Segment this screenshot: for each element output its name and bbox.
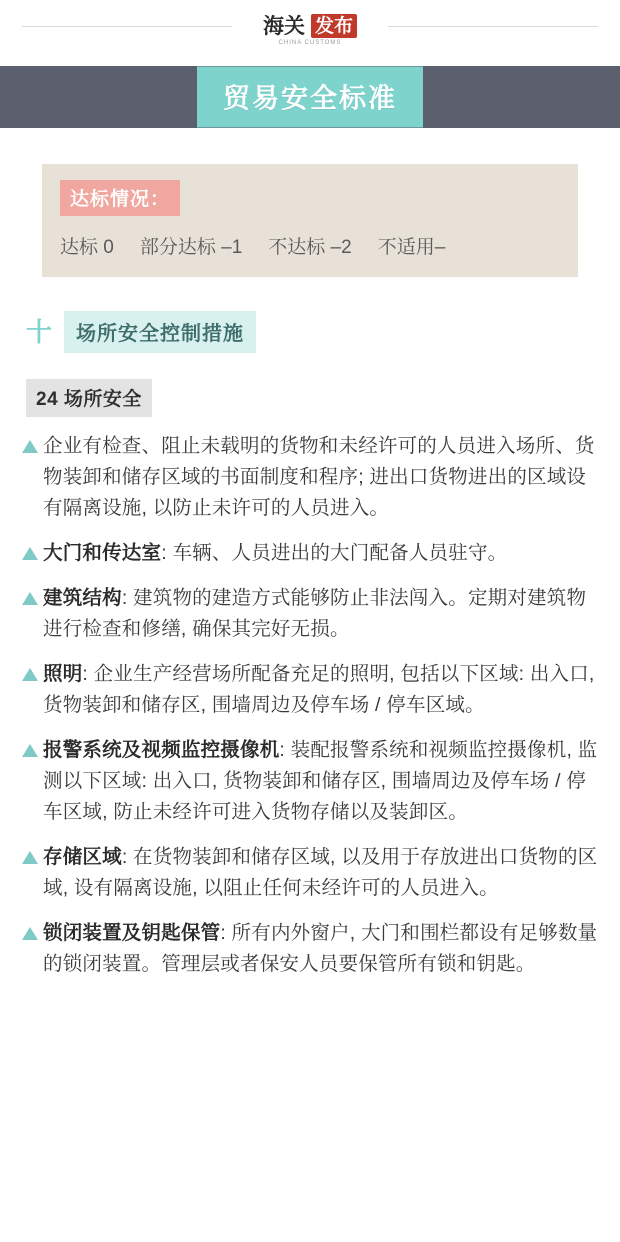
list-item-lead: 锁闭装置及钥匙保管 xyxy=(43,922,221,944)
list-item xyxy=(22,659,598,721)
triangle-bullet-icon xyxy=(22,440,38,453)
triangle-bullet-icon xyxy=(22,668,38,681)
section-title: 场所安全控制措施 xyxy=(64,311,256,353)
legend-heading: 达标情况： xyxy=(60,180,180,216)
list-item xyxy=(22,735,598,828)
triangle-bullet-icon xyxy=(22,592,38,605)
list-item-lead: 存储区域 xyxy=(43,846,122,868)
list-item-body: : 企业生产经营场所配备充足的照明, 包括以下区域: 出入口, 货物装卸和储存区, 围墙周边及停车场 / 停车区域。 xyxy=(43,663,595,716)
triangle-bullet-icon xyxy=(22,744,38,757)
list-item-text xyxy=(43,918,598,980)
legend-item: 部分达标 –1 xyxy=(139,237,243,258)
masthead-rule-right xyxy=(388,26,598,27)
masthead-rule-left xyxy=(22,26,232,27)
list-item xyxy=(22,431,598,524)
legend-items xyxy=(60,232,560,259)
list-item-lead: 建筑结构 xyxy=(43,587,122,609)
list-item-text xyxy=(43,538,507,569)
legend-item: 达标 0 xyxy=(60,237,114,258)
title-banner xyxy=(0,66,620,128)
site-logo[interactable] xyxy=(253,13,367,46)
legend-item: 不适用– xyxy=(377,237,446,258)
list-item xyxy=(22,538,598,569)
logo-subtitle: CHINA CUSTOMS xyxy=(278,40,342,46)
triangle-bullet-icon xyxy=(22,927,38,940)
list-item-body: : 所有内外窗户, 大门和围栏都设有足够数量的锁闭装置。管理层或者保安人员要保管所有锁和钥匙。 xyxy=(43,922,598,975)
list-item-body: : 装配报警系统和视频监控摄像机, 监测以下区域: 出入口, 货物装卸和储存区, 围墙周边及停车场 / 停车区域, 防止未经许可进入货物存储以及装卸区。 xyxy=(43,739,598,823)
list-item-body: : 建筑物的建造方式能够防止非法闯入。定期对建筑物进行检查和修缮, 确保其完好无损。 xyxy=(43,587,587,640)
list-item-text xyxy=(43,842,598,904)
list-item-text xyxy=(43,659,598,721)
subsection-title: 24 场所安全 xyxy=(26,379,152,417)
legend-item: 不达标 –2 xyxy=(268,237,352,258)
list-item-body: : 车辆、人员进出的大门配备人员驻守。 xyxy=(161,542,508,564)
triangle-bullet-icon xyxy=(22,851,38,864)
list-item-lead: 报警系统及视频监控摄像机 xyxy=(43,739,280,761)
page-title: 贸易安全标准 xyxy=(197,67,423,128)
list-item-lead: 大门和传达室 xyxy=(43,542,162,564)
list-item xyxy=(22,918,598,980)
list-item-text xyxy=(43,431,598,524)
list-item-text xyxy=(43,735,598,828)
list-item-lead: 照明 xyxy=(43,663,83,685)
list-item xyxy=(22,583,598,645)
masthead xyxy=(0,0,620,52)
bullet-list xyxy=(22,431,598,980)
logo-text: 海关 xyxy=(262,13,305,38)
list-item-body: 企业有检查、阻止未载明的货物和未经许可的人员进入场所、货物装卸和储存区域的书面制度和程序; 进出口货物进出的区域设有隔离设施, 以防止未许可的人员进入。 xyxy=(43,435,595,519)
triangle-bullet-icon xyxy=(22,547,38,560)
logo-badge: 发布 xyxy=(311,14,357,38)
list-item xyxy=(22,842,598,904)
list-item-body: : 在货物装卸和储存区域, 以及用于存放进出口货物的区域, 设有隔离设施, 以阻止任何未经许可的人员进入。 xyxy=(43,846,598,899)
section-heading xyxy=(26,311,594,353)
section-number: 十 xyxy=(26,317,53,347)
list-item-text xyxy=(43,583,598,645)
legend-box xyxy=(42,164,578,277)
